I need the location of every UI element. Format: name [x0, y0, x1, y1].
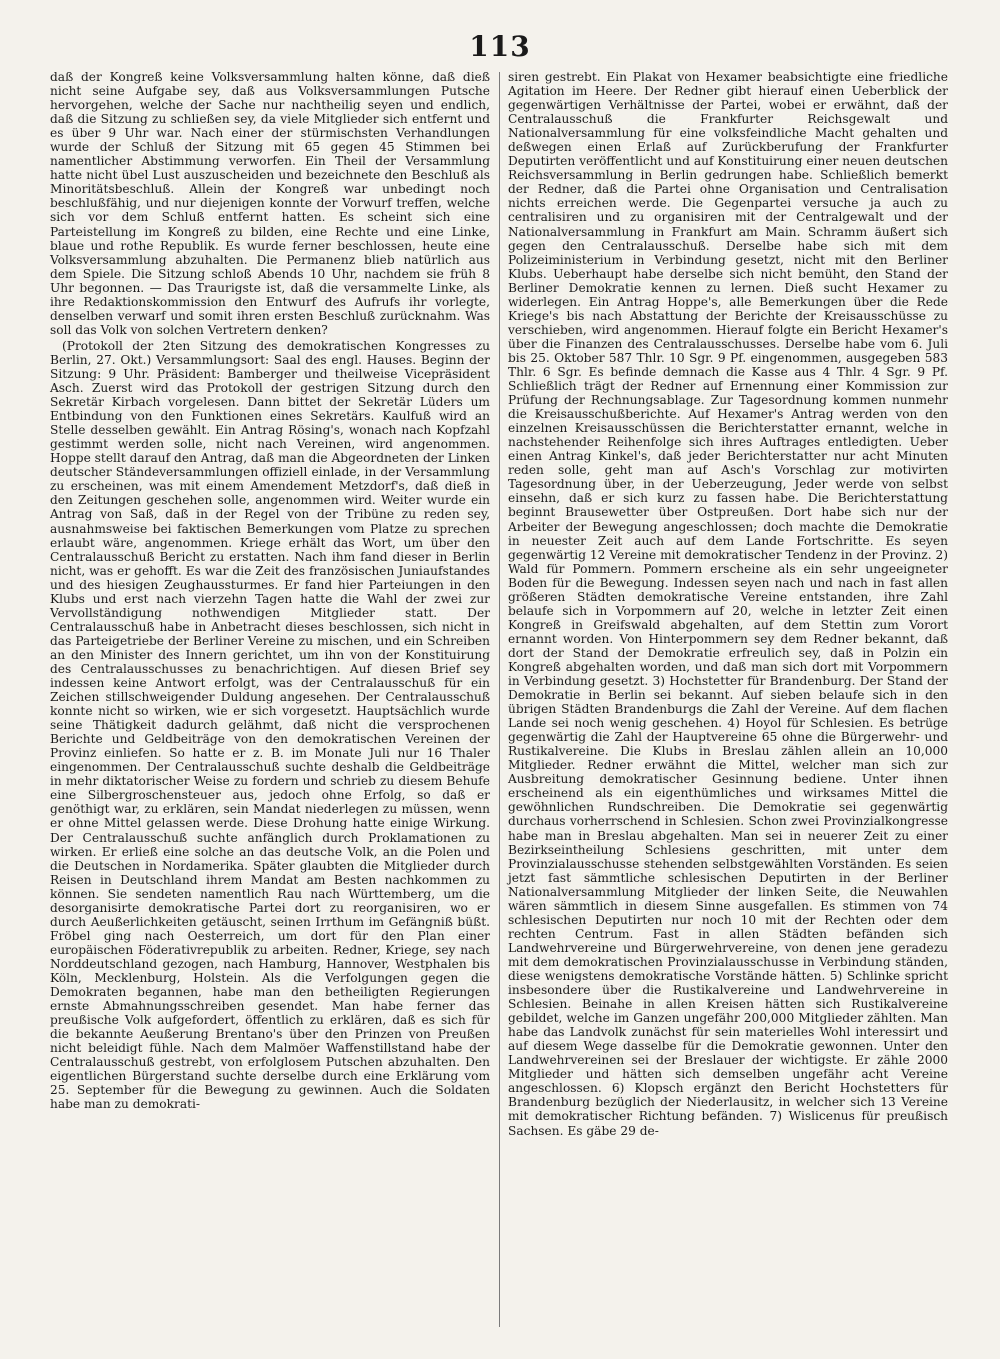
column-divider [499, 72, 500, 1327]
right-paragraph-1: siren gestrebt. Ein Plakat von Hexamer beabsichtigte eine friedliche Agitation im Heere. Der Redner gibt hierauf einen Ueberblick der gegenwärtigen Verhältnisse der Partei, wobei er erwähnt, daß der Centralausschuß die Frankfurter Reichsgewalt und Nationalversammlung für eine volksfeindliche Macht gehalten und deßwegen einen Erlaß auf Zurückberufung der Frankfurter Deputirten veröffentlicht und auf Konstituirung einer neuen deutschen Reichsversammlung in Berlin gedrungen habe. Schließlich bemerkt der Redner, daß die Partei ohne Organisation und Centralisation nichts erreichen werde. Die Gegenpartei versuche ja auch zu centralisiren und zu organisiren mit der Centralgewalt und der Nationalversammlung in Frankfurt am Main. Schramm äußert sich gegen den Centralausschuß. Derselbe habe sich mit dem Polizeiministerium in Verbindung gesetzt, nicht mit den Berliner Klubs. Ueberhaupt habe derselbe sich nicht bemüht, den Stand der Berliner Demokratie kennen zu lernen. Dieß sucht Hexamer zu widerlegen. Ein Antrag Hoppe's, alle Bemerkungen über die Rede Kriege's bis nach Abstattung der Berichte der Kreisausschüsse zu verschieben, wird angenommen. Hierauf folgte ein Bericht Hexamer's über die Finanzen des Centralausschusses. Derselbe habe vom 6. Juli bis 25. Oktober 587 Thlr. 10 Sgr. 9 Pf. eingenommen, ausgegeben 583 Thlr. 6 Sgr. Es befinde demnach die Kasse aus 4 Thlr. 4 Sgr. 9 Pf. Schließlich trägt der Redner auf Ernennung einer Kommission zur Prüfung der Rechnungsablage. Zur Tagesordnung kommen nunmehr die Kreisausschußberichte. Auf Hexamer's Antrag werden von den einzelnen Kreisausschüssen die Berichterstatter ernannt, welche in nachstehender Reihenfolge sich ihres Auftrages entledigten. Ueber einen Antrag Kinkel's, daß jeder Berichterstatter nur acht Minuten reden solle, geht man auf Asch's Vorschlag zur motivirten Tagesordnung über, in der Ueberzeugung, Jeder werde von selbst einsehn, daß er sich kurz zu fassen habe. Die Berichterstattung beginnt Brausewetter über Ostpreußen. Dort habe sich nur der Arbeiter der Bewegung angeschlossen; doch machte die Demokratie in neuester Zeit auch auf dem Lande Fortschritte. Es seyen gegenwärtig 12 Vereine mit demokratischer Tendenz in der Provinz. 2) Wald für Pommern. Pommern erscheine als ein sehr ungeeigneter Boden für die Bewegung. Indessen seyen nach und nach in fast allen größeren Städten demokratische Vereine entstanden, ihre Zahl belaufe sich in Vorpommern auf 20, welche in letzter Zeit einen Kongreß in Greifswald abgehalten, auf dem Stettin zum Vorort ernannt worden. Von Hinterpommern sey dem Redner bekannt, daß dort der Stand der Demokratie erfreulich sey, daß in Polzin ein Kongreß abgehalten worden, und daß man sich dort mit Vorpommern in Verbindung gesetzt. 3) Hochstetter für Brandenburg. Der Stand der Demokratie in Berlin sei bekannt. Auf sieben belaufe sich in den übrigen Städten Brandenburgs die Zahl der Vereine. Auf dem flachen Lande sei noch wenig geschehen. 4) Hoyol für Schlesien. Es betrüge gegenwärtig die Zahl der Hauptvereine 65 ohne die Bürgerwehr- und Rustikalvereine. Die Klubs in Breslau zählen allein an 10,000 Mitglieder. Redner erwähnt die Mittel, welcher man sich zur Ausbreitung demokratischer Gesinnung bediene. Unter ihnen erscheinend als ein eigenthümliches und wirksames Mittel die gewöhnlichen Rundschreiben. Die Demokratie sei gegenwärtig durchaus vorherrschend in Schlesien. Schon zwei Provinzialkongresse habe man in Breslau abgehalten. Man sei in neuerer Zeit zu einer Bezirkseintheilung Schlesiens geschritten, mit unter dem Provinzialausschusse stehenden selbstgewählten Vorständen. Es seien jetzt fast sämmtliche schlesischen Deputirten in der Berliner Nationalversammlung Mitglieder der linken Seite, die Neuwahlen wären sämmtlich in diesem Sinne ausgefallen. Es stimmen von 74 schlesischen Deputirten nur noch 10 mit der Rechten oder dem rechten Centrum. Fast in allen Städten befänden sich Landwehrvereine und Bürgerwehrvereine, von denen jene geradezu mit dem demokratischen Provinzialausschusse in Verbindung ständen, diese wenigstens demokratische Vorstände hätten. 5) Schlinke spricht insbesondere über die Rustikalvereine und Landwehrvereine in Schlesien. Beinahe in allen Kreisen hätten sich Rustikalvereine gebildet, welche im Ganzen ungefähr 200,000 Mitglieder zählten. Man habe das Landvolk zunächst für sein materielles Wohl interessirt und auf diesem Wege dasselbe für die Demokratie gewonnen. Unter den Landwehrvereinen sei der Breslauer der wichtigste. Er zähle 2000 Mitglieder und hätten sich demselben ungefähr acht Vereine angeschlossen. 6) Klopsch ergänzt den Bericht Hochstetters für Brandenburg bezüglich der Niederlausitz, in welcher sich 13 Vereine mit demokratischer Richtung befänden. 7) Wislicenus für preußisch Sachsen. Es gäbe 29 de- [508, 70, 948, 1138]
left-paragraph-2: (Protokoll der 2ten Sitzung des demokratischen Kongresses zu Berlin, 27. Okt.) Versammlungsort: Saal des engl. Hauses. Beginn der Sitzung: 9 Uhr. Präsident: Bamberger und theilweise Vicepräsident Asch. Zuerst wird das Protokoll der gestrigen Sitzung durch den Sekretär Kirbach vorgelesen. Dann bittet der Sekretär Lüders um Entbindung von den Funktionen eines Sekretärs. Kaulfuß wird an Stelle desselben gewählt. Ein Antrag Rösing's, wonach nach Kopfzahl gestimmt werden solle, nicht nach Vereinen, wird angenommen. Hoppe stellt darauf den Antrag, daß man die Abgeordneten der Linken deutscher Ständeversammlungen offiziell einlade, in der Versammlung zu erscheinen, was mit einem Amendement Metzdorf's, daß dieß in den Zeitungen geschehen solle, angenommen wird. Weiter wurde ein Antrag von Saß, daß in der Regel von der Tribüne zu reden sey, ausnahmsweise bei faktischen Bemerkungen vom Platze zu sprechen erlaubt wäre, angenommen. Kriege erhält das Wort, um über den Centralausschuß Bericht zu erstatten. Nach ihm fand dieser in Berlin nicht, was er gehofft. Es war die Zeit des französischen Juniaufstandes und des hiesigen Zeughaussturmes. Er fand hier Parteiungen in den Klubs und erst nach vierzehn Tagen hatte die Wahl der zwei zur Vervollständigung nothwendigen Mitglieder statt. Der Centralausschuß habe in Anbetracht dieses beschlossen, sich nicht in das Parteigetriebe der Berliner Vereine zu mischen, und ein Schreiben an den Minister des Innern gerichtet, um ihn von der Konstituirung des Centralausschusses zu benachrichtigen. Auf diesen Brief sey indessen keine Antwort erfolgt, was der Centralausschuß für ein Zeichen stillschweigender Duldung angesehen. Der Centralausschuß konnte nicht so wirken, wie er sich vorgesetzt. Hauptsächlich wurde seine Thätigkeit dadurch gelähmt, daß nicht die versprochenen Berichte und Geldbeiträge von den demokratischen Vereinen der Provinz einliefen. So hatte er z. B. im Monate Juli nur 16 Thaler eingenommen. Der Centralausschuß suchte deshalb die Geldbeiträge in mehr diktatorischer Weise zu fordern und schrieb zu diesem Behufe eine Silbergroschensteuer aus, jedoch ohne Erfolg, so daß er genöthigt war, zu erklären, sein Mandat niederlegen zu müssen, wenn er ohne Mittel gelassen werde. Diese Drohung hatte einige Wirkung. Der Centralausschuß suchte anfänglich durch Proklamationen zu wirken. Er erließ eine solche an das deutsche Volk, an die Polen und die Deutschen in Nordamerika. Später glaubten die Mitglieder durch Reisen in Deutschland ihrem Mandat am Besten nachkommen zu können. Sie sendeten namentlich Rau nach Württemberg, um die desorganisirte demokratische Partei dort zu reorganisiren, wo er durch Aeußerlichkeiten getäuscht, seinen Irrthum im Gefängniß büßt. Fröbel ging nach Oesterreich, um dort für den Plan einer europäischen Föderativrepublik zu arbeiten. Redner, Kriege, sey nach Norddeutschland gezogen, nach Hamburg, Hannover, Westphalen bis Köln, Mecklenburg, Holstein. Als die Verfolgungen gegen die Demokraten begannen, habe man den betheiligten Regierungen ernste Abmahnungsschreiben gesendet. Man habe ferner das preußische Volk aufgefordert, öffentlich zu erklären, daß es sich für die bekannte Aeußerung Brentano's über den Prinzen von Preußen nicht beleidigt fühle. Nach dem Malmöer Waffenstillstand habe der Centralausschuß gestrebt, von erfolglosem Putschen abzuhalten. Den eigentlichen Bürgerstand suchte derselbe durch eine Erklärung vom 25. September für die Bewegung zu gewinnen. Auch die Soldaten habe man zu demokrati- [50, 338, 490, 1112]
page-number: 113 [469, 30, 531, 63]
right-column [508, 70, 948, 1140]
left-paragraph-1: daß der Kongreß keine Volksversammlung halten könne, daß dieß nicht seine Aufgabe sey, daß aus Volksversammlungen Putsche hervorgehen, welche der Sache nur nachtheilig seyen und endlich, daß die Sitzung zu schließen sey, da viele Mitglieder sich entfernt und es über 9 Uhr war. Nach einer der stürmischsten Verhandlungen wurde der Schluß der Sitzung mit 65 gegen 45 Stimmen bei namentlicher Abstimmung verworfen. Ein Theil der Versammlung hatte nicht übel Lust auszuscheiden und bezeichnete den Beschluß als Minoritätsbeschluß. Allein der Kongreß war unbedingt noch beschlußfähig, und nur diejenigen konnte der Vorwurf treffen, welche sich vor dem Schluß entfernt hatten. Es scheint sich eine Parteistellung im Kongreß zu bilden, eine Rechte und eine Linke, blaue und rothe Republik. Es wurde ferner beschlossen, heute eine Volksversammlung abzuhalten. Die Permanenz blieb natürlich aus dem Spiele. Die Sitzung schloß Abends 10 Uhr, nachdem sie früh 8 Uhr begonnen. — Das Traurigste ist, daß die versammelte Linke, als ihre Redaktionskommission den Entwurf des Aufrufs ihr vorlegte, denselben verwarf und somit ihren ersten Beschluß zurücknahm. Was soll das Volk von solchen Vertretern denken? [50, 70, 490, 337]
left-column [50, 70, 490, 1113]
